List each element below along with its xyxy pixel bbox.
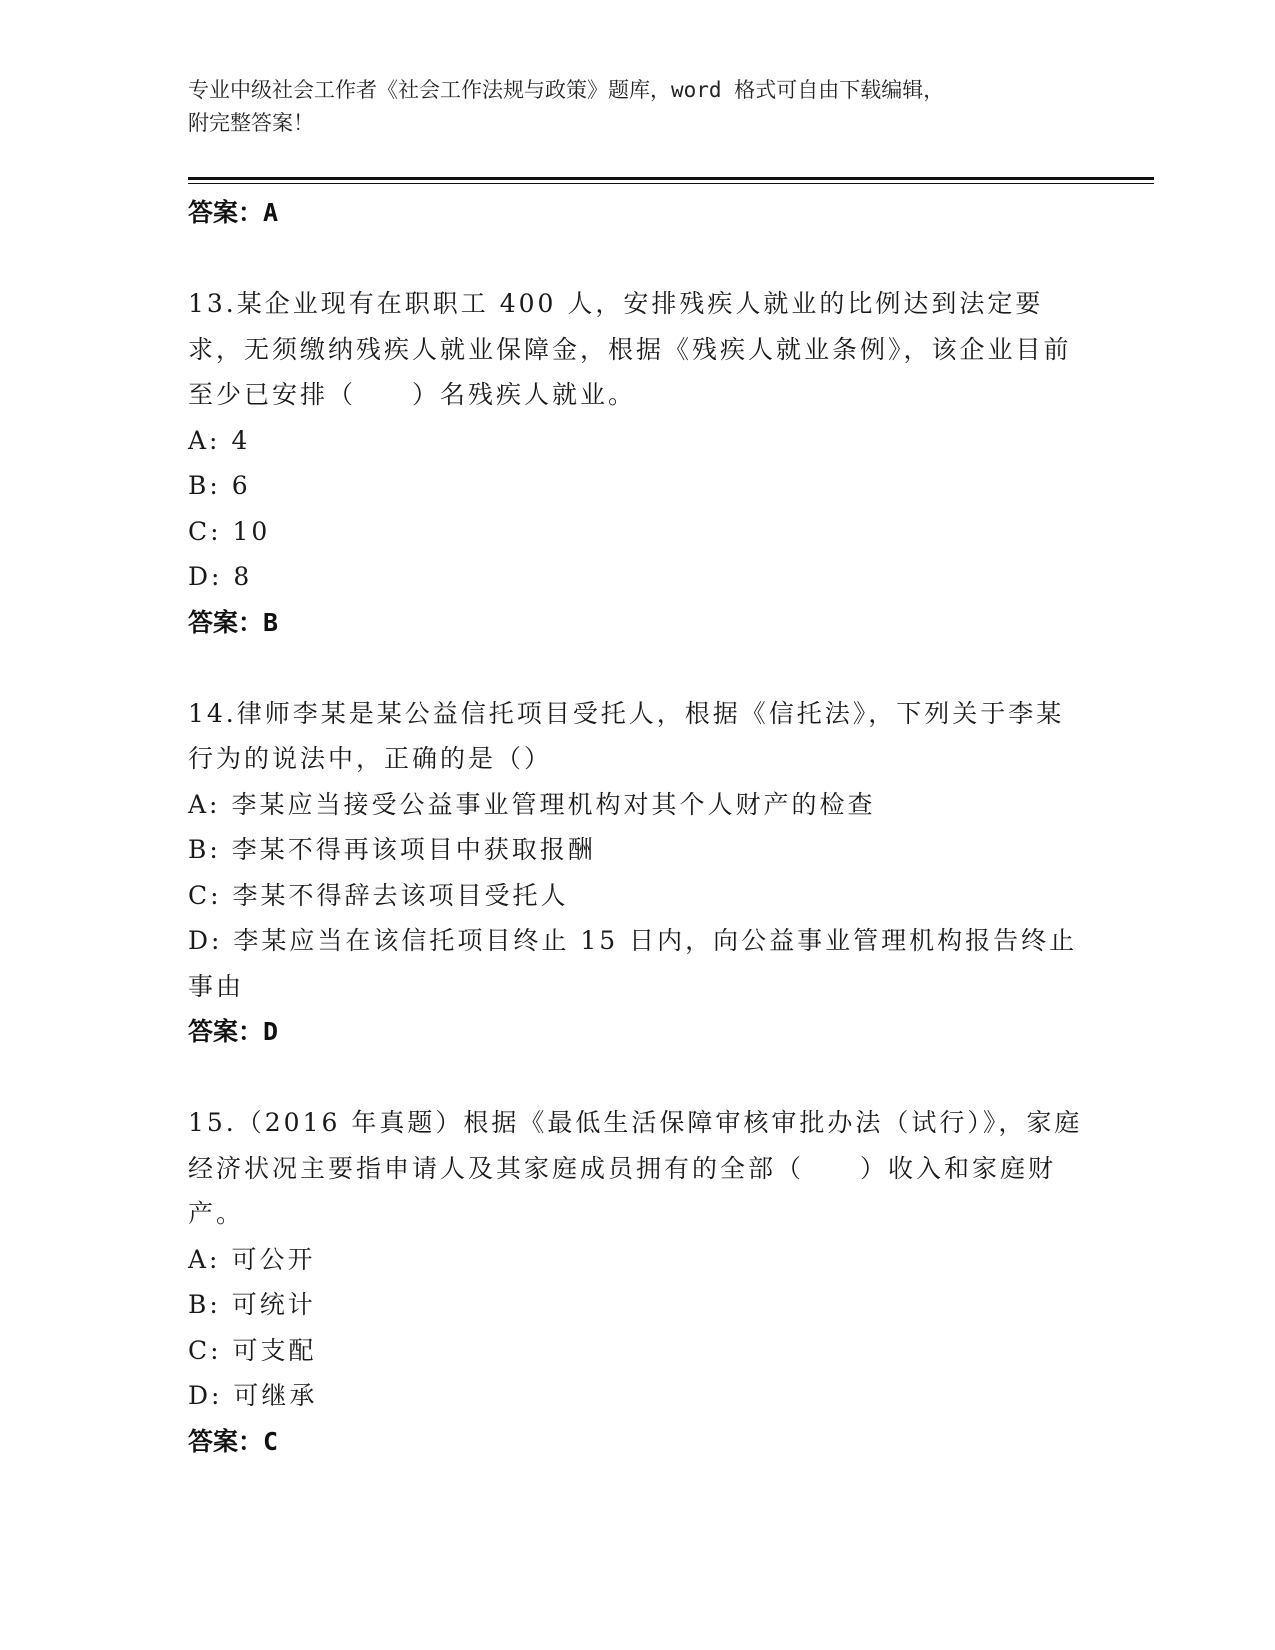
- option-c: [188, 873, 1088, 919]
- option-text: 8: [233, 562, 253, 591]
- option-d: [188, 918, 1088, 1009]
- option-label: C:: [188, 880, 222, 910]
- option-b: [188, 1282, 1088, 1328]
- previous-answer: 答案：A: [188, 198, 279, 227]
- option-text: 可支配: [232, 1335, 317, 1365]
- option-text: 可统计: [231, 1290, 316, 1319]
- answer: 答案：B: [188, 607, 279, 637]
- question-13: [188, 281, 1088, 646]
- answer: 答案：D: [188, 1017, 279, 1046]
- option-label: B:: [188, 1290, 221, 1319]
- header-line-2: 附完整答案！: [188, 111, 314, 135]
- option-label: D:: [188, 562, 223, 591]
- option-label: D:: [188, 1381, 223, 1410]
- option-label: C:: [188, 516, 222, 546]
- question-text: 13.某企业现有在职职工 400 人，安排残疾人就业的比例达到法定要求，无须缴纳残疾人就业保障金，根据《残疾人就业条例》，该企业目前至少已安排（ ）名残疾人就业。: [188, 289, 1072, 409]
- option-text: 可继承: [233, 1381, 318, 1410]
- option-text: 10: [232, 516, 271, 546]
- option-label: C:: [188, 1335, 222, 1365]
- question-list: [188, 190, 1088, 1465]
- option-a: [188, 1237, 1088, 1283]
- option-a: [188, 782, 1088, 828]
- option-label: A:: [188, 425, 221, 455]
- option-c: [188, 509, 1088, 555]
- header-divider-thin: [188, 183, 1154, 184]
- option-b: [188, 463, 1088, 509]
- answer: 答案：C: [188, 1426, 279, 1456]
- header-divider-thick: [188, 177, 1154, 180]
- option-label: A:: [188, 1244, 221, 1274]
- option-text: 6: [231, 471, 251, 500]
- option-a: [188, 418, 1088, 464]
- option-text: 李某应当接受公益事业管理机构对其个人财产的检查: [231, 789, 876, 819]
- option-label: B:: [188, 471, 221, 500]
- option-text: 4: [231, 425, 251, 455]
- option-label: A:: [188, 789, 221, 819]
- option-label: B:: [188, 835, 221, 864]
- header-line-1: 专业中级社会工作者《社会工作法规与政策》题库，word 格式可自由下载编辑，: [188, 78, 945, 102]
- option-label: D:: [188, 926, 223, 955]
- option-d: [188, 554, 1088, 600]
- page-header: [188, 74, 1088, 140]
- option-b: [188, 827, 1088, 873]
- question-14: [188, 691, 1088, 1056]
- option-c: [188, 1328, 1088, 1374]
- question-15: [188, 1100, 1088, 1465]
- question-text: 15.（2016 年真题）根据《最低生活保障审核审批办法（试行）》，家庭经济状况主要指申请人及其家庭成员拥有的全部（ ）收入和家庭财产。: [188, 1108, 1083, 1228]
- option-text: 李某不得再该项目中获取报酬: [231, 835, 596, 864]
- option-text: 可公开: [231, 1244, 316, 1274]
- question-text: 14.律师李某是某公益信托项目受托人，根据《信托法》，下列关于李某行为的说法中，正确的是（）: [188, 698, 1065, 773]
- option-d: [188, 1373, 1088, 1419]
- option-text: 李某应当在该信托项目终止 15 日内，向公益事业管理机构报告终止事由: [188, 926, 1078, 1001]
- option-text: 李某不得辞去该项目受托人: [232, 880, 569, 910]
